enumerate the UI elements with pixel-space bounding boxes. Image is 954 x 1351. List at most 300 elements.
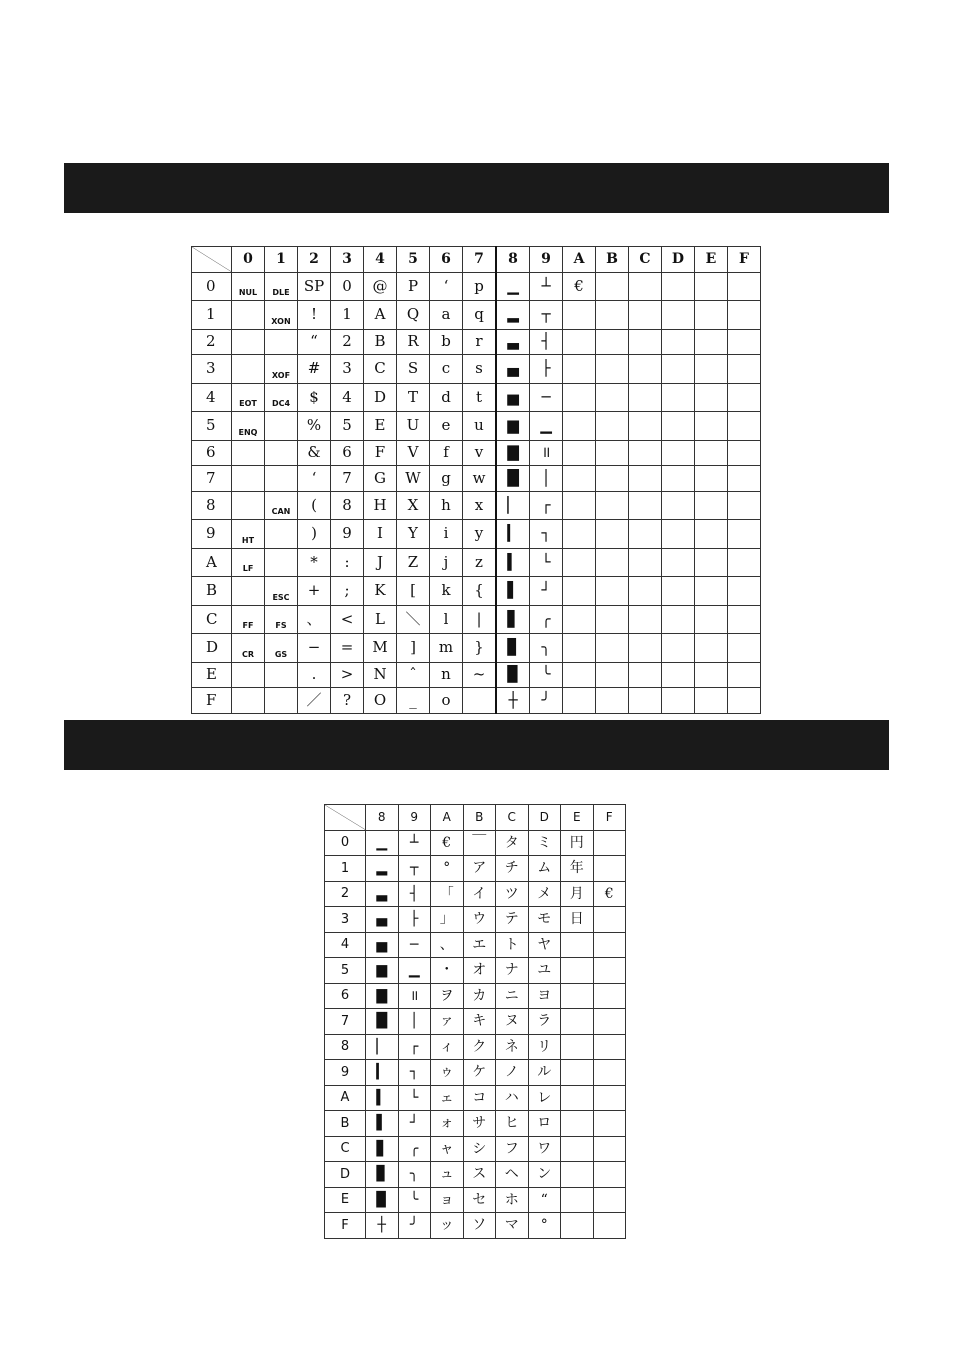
char-cell: ▎: [366, 1060, 399, 1086]
char-cell: ╮: [530, 634, 563, 663]
char-cell: O: [364, 688, 397, 714]
char-cell: [563, 412, 596, 441]
char-cell: [561, 1060, 594, 1086]
char-cell: │: [398, 1009, 431, 1035]
char-cell: [593, 983, 626, 1009]
char-cell: x: [463, 491, 497, 520]
char-cell: y: [463, 520, 497, 549]
char-cell: [265, 520, 298, 549]
char-cell: 円: [561, 830, 594, 856]
char-cell: [593, 907, 626, 933]
char-cell: [596, 548, 629, 577]
char-cell: 、: [431, 932, 464, 958]
char-cell: [728, 272, 761, 301]
char-cell: ▎: [496, 520, 530, 549]
char-cell: └: [398, 1085, 431, 1111]
char-cell: ˆ: [397, 662, 430, 688]
column-header: 8: [366, 805, 399, 831]
char-cell: &: [298, 440, 331, 466]
table-row: [192, 355, 761, 384]
char-cell: q: [463, 301, 497, 330]
table-row: [192, 272, 761, 301]
char-cell: m: [430, 634, 463, 663]
char-cell: ├: [398, 907, 431, 933]
char-cell: [561, 983, 594, 1009]
char-cell: ャ: [431, 1136, 464, 1162]
char-cell: U: [397, 412, 430, 441]
char-cell: [728, 520, 761, 549]
char-cell: ニ: [496, 983, 529, 1009]
char-cell: ナ: [496, 958, 529, 984]
char-cell: ミ: [528, 830, 561, 856]
char-cell: *: [298, 548, 331, 577]
char-cell: ╰: [530, 662, 563, 688]
char-cell: ュ: [431, 1162, 464, 1188]
char-cell: [563, 548, 596, 577]
char-cell: ヲ: [431, 983, 464, 1009]
char-cell: [563, 329, 596, 355]
row-header: B: [192, 577, 232, 606]
char-cell: コ: [463, 1085, 496, 1111]
char-cell: ESC: [265, 577, 298, 606]
char-cell: [561, 1136, 594, 1162]
char-cell: [728, 548, 761, 577]
char-cell: チ: [496, 856, 529, 882]
char-cell: [629, 329, 662, 355]
row-header: 2: [325, 881, 366, 907]
char-cell: [596, 355, 629, 384]
char-cell: 年: [561, 856, 594, 882]
char-cell: t: [463, 383, 497, 412]
char-cell: [662, 491, 695, 520]
char-cell: FS: [265, 605, 298, 634]
char-cell: [695, 662, 728, 688]
char-cell: ╰: [398, 1187, 431, 1213]
char-cell: @: [364, 272, 397, 301]
char-cell: ├: [530, 355, 563, 384]
row-header: 2: [192, 329, 232, 355]
char-cell: セ: [463, 1187, 496, 1213]
row-header: 0: [325, 830, 366, 856]
char-cell: ス: [463, 1162, 496, 1188]
char-cell: [629, 466, 662, 492]
char-cell: l: [430, 605, 463, 634]
table-row: [325, 1009, 626, 1035]
row-header: A: [325, 1085, 366, 1111]
char-cell: _: [397, 688, 430, 714]
char-cell: [629, 548, 662, 577]
char-cell: サ: [463, 1111, 496, 1137]
char-cell: [561, 932, 594, 958]
char-cell: ▁: [496, 272, 530, 301]
char-cell: [561, 1162, 594, 1188]
char-cell: ╯: [530, 688, 563, 714]
row-header: 1: [192, 301, 232, 330]
char-cell: CAN: [265, 491, 298, 520]
char-cell: ;: [331, 577, 364, 606]
row-header: 4: [192, 383, 232, 412]
char-cell: [596, 466, 629, 492]
row-header: 1: [325, 856, 366, 882]
character-code-table-1: [191, 246, 761, 714]
corner-cell: [325, 805, 366, 831]
char-cell: ┼: [366, 1213, 399, 1239]
char-cell: ＼: [397, 605, 430, 634]
row-header: E: [325, 1187, 366, 1213]
char-cell: ▂: [366, 856, 399, 882]
char-cell: [662, 383, 695, 412]
table-row: [325, 983, 626, 1009]
row-header: 8: [325, 1034, 366, 1060]
char-cell: [593, 1085, 626, 1111]
table-row: [192, 634, 761, 663]
char-cell: [728, 383, 761, 412]
char-cell: [561, 1034, 594, 1060]
char-cell: [593, 1034, 626, 1060]
char-cell: SP: [298, 272, 331, 301]
row-header: A: [192, 548, 232, 577]
char-cell: EOT: [232, 383, 265, 412]
char-cell: “: [298, 329, 331, 355]
char-cell: [232, 301, 265, 330]
column-header: F: [728, 247, 761, 273]
char-cell: p: [463, 272, 497, 301]
header-row: [192, 247, 761, 273]
char-cell: [593, 1009, 626, 1035]
char-cell: [596, 634, 629, 663]
column-header: 2: [298, 247, 331, 273]
char-cell: ▁: [398, 958, 431, 984]
char-cell: [662, 520, 695, 549]
column-header: 7: [463, 247, 497, 273]
char-cell: 1: [331, 301, 364, 330]
char-cell: シ: [463, 1136, 496, 1162]
char-cell: ): [298, 520, 331, 549]
char-cell: ￣: [463, 830, 496, 856]
column-header: 1: [265, 247, 298, 273]
char-cell: [695, 329, 728, 355]
char-cell: [728, 491, 761, 520]
char-cell: Z: [397, 548, 430, 577]
char-cell: 4: [331, 383, 364, 412]
row-header: F: [325, 1213, 366, 1239]
table-row: [325, 932, 626, 958]
char-cell: [728, 662, 761, 688]
char-cell: [593, 1162, 626, 1188]
corner-cell: [192, 247, 232, 273]
char-cell: マ: [496, 1213, 529, 1239]
char-cell: ▋: [496, 605, 530, 634]
char-cell: ツ: [496, 881, 529, 907]
row-header: 4: [325, 932, 366, 958]
char-cell: [593, 1136, 626, 1162]
char-cell: XOF: [265, 355, 298, 384]
row-header: B: [325, 1111, 366, 1137]
column-header: C: [496, 805, 529, 831]
char-cell: >: [331, 662, 364, 688]
char-cell: [662, 688, 695, 714]
char-cell: [593, 1213, 626, 1239]
char-cell: w: [463, 466, 497, 492]
column-header: B: [463, 805, 496, 831]
char-cell: ホ: [496, 1187, 529, 1213]
table-row: [192, 548, 761, 577]
char-cell: ]: [397, 634, 430, 663]
char-cell: ▇: [366, 983, 399, 1009]
char-cell: ヒ: [496, 1111, 529, 1137]
char-cell: 3: [331, 355, 364, 384]
char-cell: [728, 605, 761, 634]
char-cell: F: [364, 440, 397, 466]
char-cell: [561, 1187, 594, 1213]
char-cell: [232, 440, 265, 466]
char-cell: [728, 412, 761, 441]
char-cell: ユ: [528, 958, 561, 984]
char-cell: ┤: [398, 881, 431, 907]
char-cell: [728, 688, 761, 714]
char-cell: [662, 634, 695, 663]
char-cell: [662, 301, 695, 330]
char-cell: [629, 412, 662, 441]
char-cell: ▊: [366, 1162, 399, 1188]
row-header: E: [192, 662, 232, 688]
column-header: 9: [530, 247, 563, 273]
char-cell: s: [463, 355, 497, 384]
char-cell: [593, 1111, 626, 1137]
char-cell: ヘ: [496, 1162, 529, 1188]
char-cell: [695, 548, 728, 577]
char-cell: [: [397, 577, 430, 606]
char-cell: [629, 272, 662, 301]
char-cell: ロ: [528, 1111, 561, 1137]
char-cell: ┌: [530, 491, 563, 520]
char-cell: [596, 329, 629, 355]
char-cell: ┬: [398, 856, 431, 882]
char-cell: h: [430, 491, 463, 520]
char-cell: [695, 520, 728, 549]
char-cell: ▁: [530, 412, 563, 441]
column-header: A: [431, 805, 464, 831]
char-cell: b: [430, 329, 463, 355]
char-cell: [561, 1085, 594, 1111]
column-header: 5: [397, 247, 430, 273]
char-cell: ヌ: [496, 1009, 529, 1035]
char-cell: [662, 440, 695, 466]
char-cell: ▃: [496, 329, 530, 355]
char-cell: ┌: [398, 1034, 431, 1060]
char-cell: ソ: [463, 1213, 496, 1239]
char-cell: <: [331, 605, 364, 634]
char-cell: ラ: [528, 1009, 561, 1035]
char-cell: 7: [331, 466, 364, 492]
table-row: [325, 856, 626, 882]
char-cell: ▂: [496, 301, 530, 330]
table-row: [325, 1085, 626, 1111]
char-cell: [629, 605, 662, 634]
char-cell: :: [331, 548, 364, 577]
char-cell: ┘: [398, 1111, 431, 1137]
char-cell: ョ: [431, 1187, 464, 1213]
char-cell: ア: [463, 856, 496, 882]
char-cell: r: [463, 329, 497, 355]
char-cell: [629, 520, 662, 549]
char-cell: M: [364, 634, 397, 663]
char-cell: [662, 605, 695, 634]
char-cell: フ: [496, 1136, 529, 1162]
char-cell: E: [364, 412, 397, 441]
char-cell: −: [298, 634, 331, 663]
char-cell: [728, 301, 761, 330]
char-cell: {: [463, 577, 497, 606]
char-cell: n: [430, 662, 463, 688]
row-header: 9: [325, 1060, 366, 1086]
table-row: [325, 1060, 626, 1086]
table-row: [325, 830, 626, 856]
char-cell: NUL: [232, 272, 265, 301]
char-cell: ッ: [431, 1213, 464, 1239]
char-cell: DC4: [265, 383, 298, 412]
char-cell: ╭: [530, 605, 563, 634]
char-cell: [629, 440, 662, 466]
char-cell: ▌: [366, 1111, 399, 1137]
char-cell: エ: [463, 932, 496, 958]
char-cell: [662, 548, 695, 577]
char-cell: [593, 830, 626, 856]
char-cell: [596, 520, 629, 549]
char-cell: }: [463, 634, 497, 663]
char-cell: C: [364, 355, 397, 384]
char-cell: [265, 688, 298, 714]
row-header: D: [325, 1162, 366, 1188]
char-cell: 2: [331, 329, 364, 355]
section-header-bar-2: [64, 720, 889, 770]
char-cell: [563, 688, 596, 714]
char-cell: ▆: [366, 958, 399, 984]
char-cell: [695, 272, 728, 301]
char-cell: [629, 577, 662, 606]
row-header: 6: [192, 440, 232, 466]
char-cell: [596, 688, 629, 714]
char-cell: [561, 1111, 594, 1137]
char-cell: [232, 662, 265, 688]
char-cell: [596, 383, 629, 412]
char-cell: CR: [232, 634, 265, 663]
char-cell: [662, 329, 695, 355]
char-cell: [563, 520, 596, 549]
char-cell: [695, 412, 728, 441]
char-cell: %: [298, 412, 331, 441]
char-cell: €: [431, 830, 464, 856]
char-cell: ▉: [366, 1187, 399, 1213]
char-cell: €: [563, 272, 596, 301]
char-cell: [629, 355, 662, 384]
char-cell: ┐: [398, 1060, 431, 1086]
column-header: D: [528, 805, 561, 831]
char-cell: =: [331, 634, 364, 663]
char-cell: u: [463, 412, 497, 441]
char-cell: [561, 1009, 594, 1035]
char-cell: +: [298, 577, 331, 606]
char-cell: ▄: [496, 355, 530, 384]
char-cell: [728, 355, 761, 384]
char-cell: GS: [265, 634, 298, 663]
char-cell: ┴: [530, 272, 563, 301]
char-cell: ┐: [530, 520, 563, 549]
char-cell: [596, 272, 629, 301]
char-cell: e: [430, 412, 463, 441]
table-row: [325, 881, 626, 907]
row-header: C: [325, 1136, 366, 1162]
char-cell: Q: [397, 301, 430, 330]
char-cell: ┴: [398, 830, 431, 856]
table-row: [192, 662, 761, 688]
char-cell: ▊: [496, 634, 530, 663]
char-cell: ▄: [366, 907, 399, 933]
char-cell: ▌: [496, 577, 530, 606]
char-cell: ▅: [366, 932, 399, 958]
char-cell: k: [430, 577, 463, 606]
char-cell: H: [364, 491, 397, 520]
char-cell: ウ: [463, 907, 496, 933]
row-header: 7: [192, 466, 232, 492]
table-row: [325, 1111, 626, 1137]
table-row: [192, 466, 761, 492]
char-cell: ハ: [496, 1085, 529, 1111]
row-header: 0: [192, 272, 232, 301]
char-cell: |: [463, 605, 497, 634]
char-cell: ╯: [398, 1213, 431, 1239]
char-cell: D: [364, 383, 397, 412]
char-cell: 8: [331, 491, 364, 520]
table-row: [192, 605, 761, 634]
char-cell: [695, 634, 728, 663]
char-cell: [695, 491, 728, 520]
char-cell: [593, 1187, 626, 1213]
char-cell: ノ: [496, 1060, 529, 1086]
char-cell: ▏: [496, 491, 530, 520]
char-cell: ン: [528, 1162, 561, 1188]
char-cell: █: [496, 466, 530, 492]
char-cell: 9: [331, 520, 364, 549]
char-cell: [695, 577, 728, 606]
char-cell: [265, 466, 298, 492]
char-cell: [662, 412, 695, 441]
char-cell: A: [364, 301, 397, 330]
char-cell: !: [298, 301, 331, 330]
char-cell: [662, 355, 695, 384]
section-header-bar-1: [64, 163, 889, 213]
char-cell: モ: [528, 907, 561, 933]
char-cell: ▋: [366, 1136, 399, 1162]
table-row: [325, 958, 626, 984]
char-cell: ・: [431, 958, 464, 984]
char-cell: 月: [561, 881, 594, 907]
char-cell: ॥: [530, 440, 563, 466]
char-cell: €: [593, 881, 626, 907]
table-row: [192, 329, 761, 355]
char-cell: [728, 329, 761, 355]
char-cell: ─: [398, 932, 431, 958]
char-cell: [232, 491, 265, 520]
char-cell: [563, 634, 596, 663]
char-cell: ル: [528, 1060, 561, 1086]
char-cell: レ: [528, 1085, 561, 1111]
char-cell: c: [430, 355, 463, 384]
char-cell: ▆: [496, 412, 530, 441]
char-cell: [695, 440, 728, 466]
row-header: F: [192, 688, 232, 714]
char-cell: [265, 329, 298, 355]
